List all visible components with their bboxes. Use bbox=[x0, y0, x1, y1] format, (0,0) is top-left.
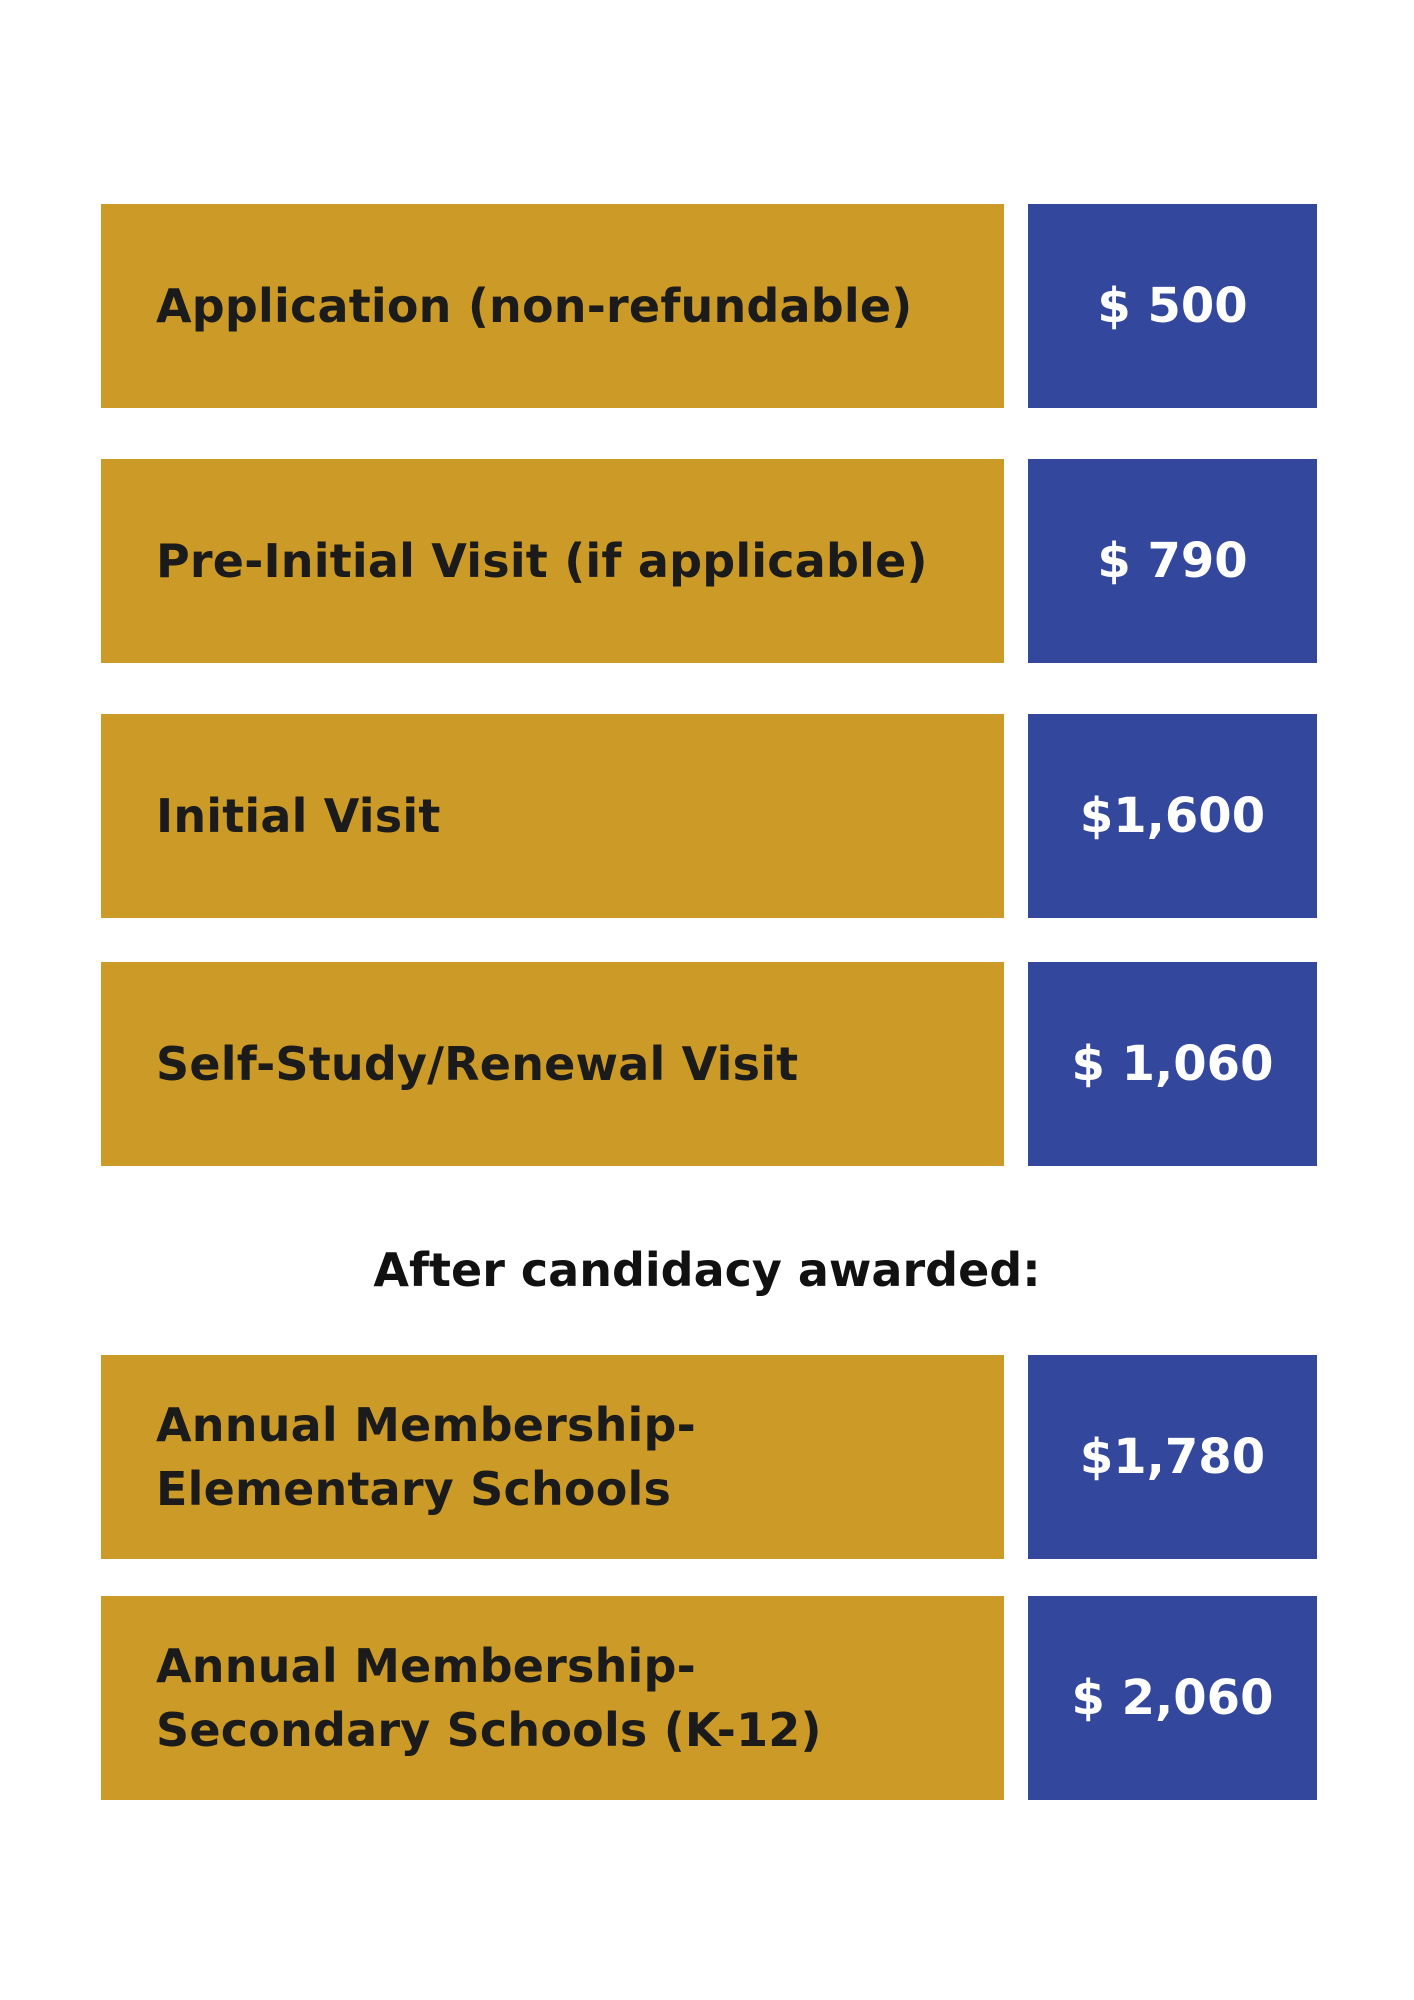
fee-label: Application (non-refundable) bbox=[156, 279, 913, 333]
fee-price: $1,780 bbox=[1079, 1429, 1266, 1485]
fee-label-box bbox=[101, 1596, 1004, 1800]
fee-label: Pre-Initial Visit (if applicable) bbox=[156, 534, 928, 588]
fee-row-annual-secondary bbox=[101, 1596, 1317, 1800]
fee-row-application bbox=[101, 204, 1317, 408]
fee-label-line: Annual Membership- bbox=[156, 1398, 696, 1452]
fee-price-box bbox=[1028, 1596, 1317, 1800]
fee-price: $ 500 bbox=[1097, 278, 1248, 334]
fee-label-box bbox=[101, 204, 1004, 408]
fee-label: Self-Study/Renewal Visit bbox=[156, 1037, 799, 1091]
fee-price-box bbox=[1028, 714, 1317, 918]
fee-label-line: Elementary Schools bbox=[156, 1462, 672, 1516]
fee-label-line: Secondary Schools (K-12) bbox=[156, 1703, 822, 1757]
fee-price-box bbox=[1028, 459, 1317, 663]
fee-price: $1,600 bbox=[1079, 788, 1266, 844]
fee-price: $ 1,060 bbox=[1071, 1036, 1274, 1092]
fee-price-box bbox=[1028, 1355, 1317, 1559]
fee-label-box bbox=[101, 962, 1004, 1166]
fee-price-box bbox=[1028, 204, 1317, 408]
fee-row-initial-visit bbox=[101, 714, 1317, 918]
fee-price-box bbox=[1028, 962, 1317, 1166]
fee-row-self-study-renewal bbox=[101, 962, 1317, 1166]
fee-row-pre-initial-visit bbox=[101, 459, 1317, 663]
fee-label bbox=[156, 1634, 822, 1762]
fee-row-annual-elementary bbox=[101, 1355, 1317, 1559]
fee-label bbox=[156, 1393, 696, 1521]
fee-label-line: Annual Membership- bbox=[156, 1639, 696, 1693]
fee-label-box bbox=[101, 459, 1004, 663]
fee-label-box bbox=[101, 1355, 1004, 1559]
fee-price: $ 790 bbox=[1097, 533, 1248, 589]
fee-price: $ 2,060 bbox=[1071, 1670, 1274, 1726]
fee-label-box bbox=[101, 714, 1004, 918]
section-heading: After candidacy awarded: bbox=[373, 1243, 1041, 1297]
fee-label: Initial Visit bbox=[156, 789, 441, 843]
